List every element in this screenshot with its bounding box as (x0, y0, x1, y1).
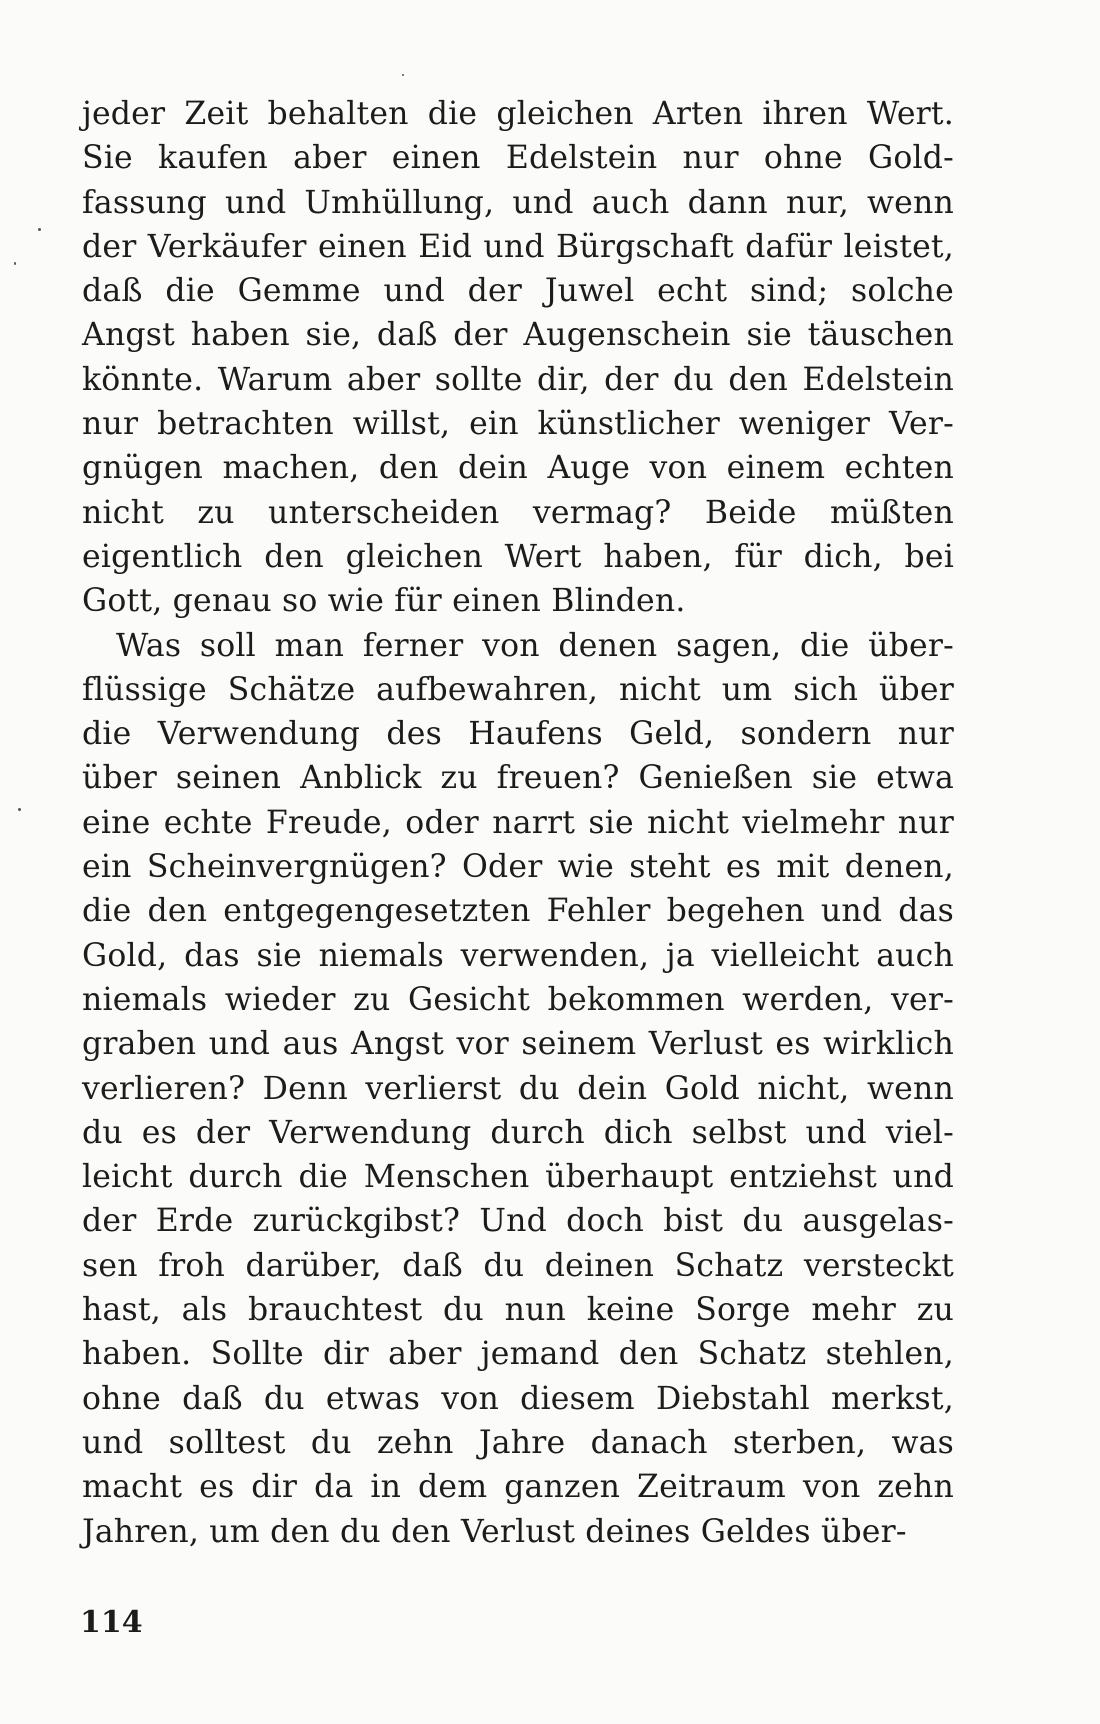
print-speck (402, 74, 404, 76)
text-line: ein Scheinvergnügen? Oder wie steht es mit denen, (82, 849, 954, 886)
text-line: der Verkäufer einen Eid und Bürgschaft dafür leistet, (82, 228, 954, 265)
text-line: leicht durch die Menschen überhaupt entziehst und (82, 1159, 954, 1196)
text-line: fassung und Umhüllung, und auch dann nur, wenn (82, 184, 954, 221)
text-line: eigentlich den gleichen Wert haben, für dich, bei (82, 538, 954, 575)
text-line: Sie kaufen aber einen Edelstein nur ohne Gold- (82, 140, 954, 177)
text-line: über seinen Anblick zu freuen? Genießen sie etwa (82, 760, 954, 797)
print-speck (14, 262, 16, 265)
text-line: sen froh darüber, daß du deinen Schatz versteckt (82, 1247, 954, 1284)
text-line: Gold, das sie niemals verwenden, ja vielleicht auch (82, 937, 954, 974)
text-line: hast, als brauchtest du nun keine Sorge mehr zu (82, 1292, 954, 1329)
text-line: daß die Gemme und der Juwel echt sind; solche (82, 273, 954, 310)
text-line: eine echte Freude, oder narrt sie nicht vielmehr nur (82, 804, 954, 841)
text-line: die den entgegengesetzten Fehler begehen und das (82, 893, 954, 930)
text-line: jeder Zeit behalten die gleichen Arten ihren Wert. (82, 96, 954, 132)
paragraph (82, 92, 954, 624)
text-line: niemals wieder zu Gesicht bekommen werden, ver- (82, 981, 954, 1018)
print-speck (18, 808, 21, 811)
text-line: ohne daß du etwas von diesem Diebstahl merkst, (82, 1380, 954, 1417)
text-line: Gott, genau so wie für einen Blinden. (82, 583, 686, 620)
text-line: graben und aus Angst vor seinem Verlust es wirklich (82, 1026, 954, 1063)
text-line: Was soll man ferner von denen sagen, die über- (116, 627, 954, 664)
paragraph (82, 624, 954, 1554)
text-line: nur betrachten willst, ein künstlicher weniger Ver- (82, 406, 954, 443)
text-line: du es der Verwendung durch dich selbst und viel- (82, 1114, 954, 1151)
text-line: Angst haben sie, daß der Augenschein sie täuschen (82, 317, 954, 354)
text-line: könnte. Warum aber sollte dir, der du den Edelstein (82, 361, 954, 398)
text-line: haben. Sollte dir aber jemand den Schatz stehlen, (82, 1336, 954, 1373)
text-line: nicht zu unterscheiden vermag? Beide müßten (82, 494, 954, 531)
text-line: gnügen machen, den dein Auge von einem echten (82, 450, 954, 487)
text-line: verlieren? Denn verlierst du dein Gold nicht, wenn (82, 1070, 954, 1107)
text-line: Jahren, um den du den Verlust deines Geldes über- (82, 1513, 907, 1550)
text-line: und solltest du zehn Jahre danach sterben, was (82, 1424, 954, 1461)
body-text (82, 92, 954, 1554)
text-line: der Erde zurückgibst? Und doch bist du ausgelas- (82, 1203, 954, 1240)
page-number: 114 (80, 1605, 143, 1640)
print-speck (38, 228, 41, 231)
text-line: flüssige Schätze aufbewahren, nicht um sich über (82, 671, 954, 708)
text-line: macht es dir da in dem ganzen Zeitraum von zehn (82, 1469, 954, 1506)
text-line: die Verwendung des Haufens Geld, sondern nur (82, 716, 954, 753)
